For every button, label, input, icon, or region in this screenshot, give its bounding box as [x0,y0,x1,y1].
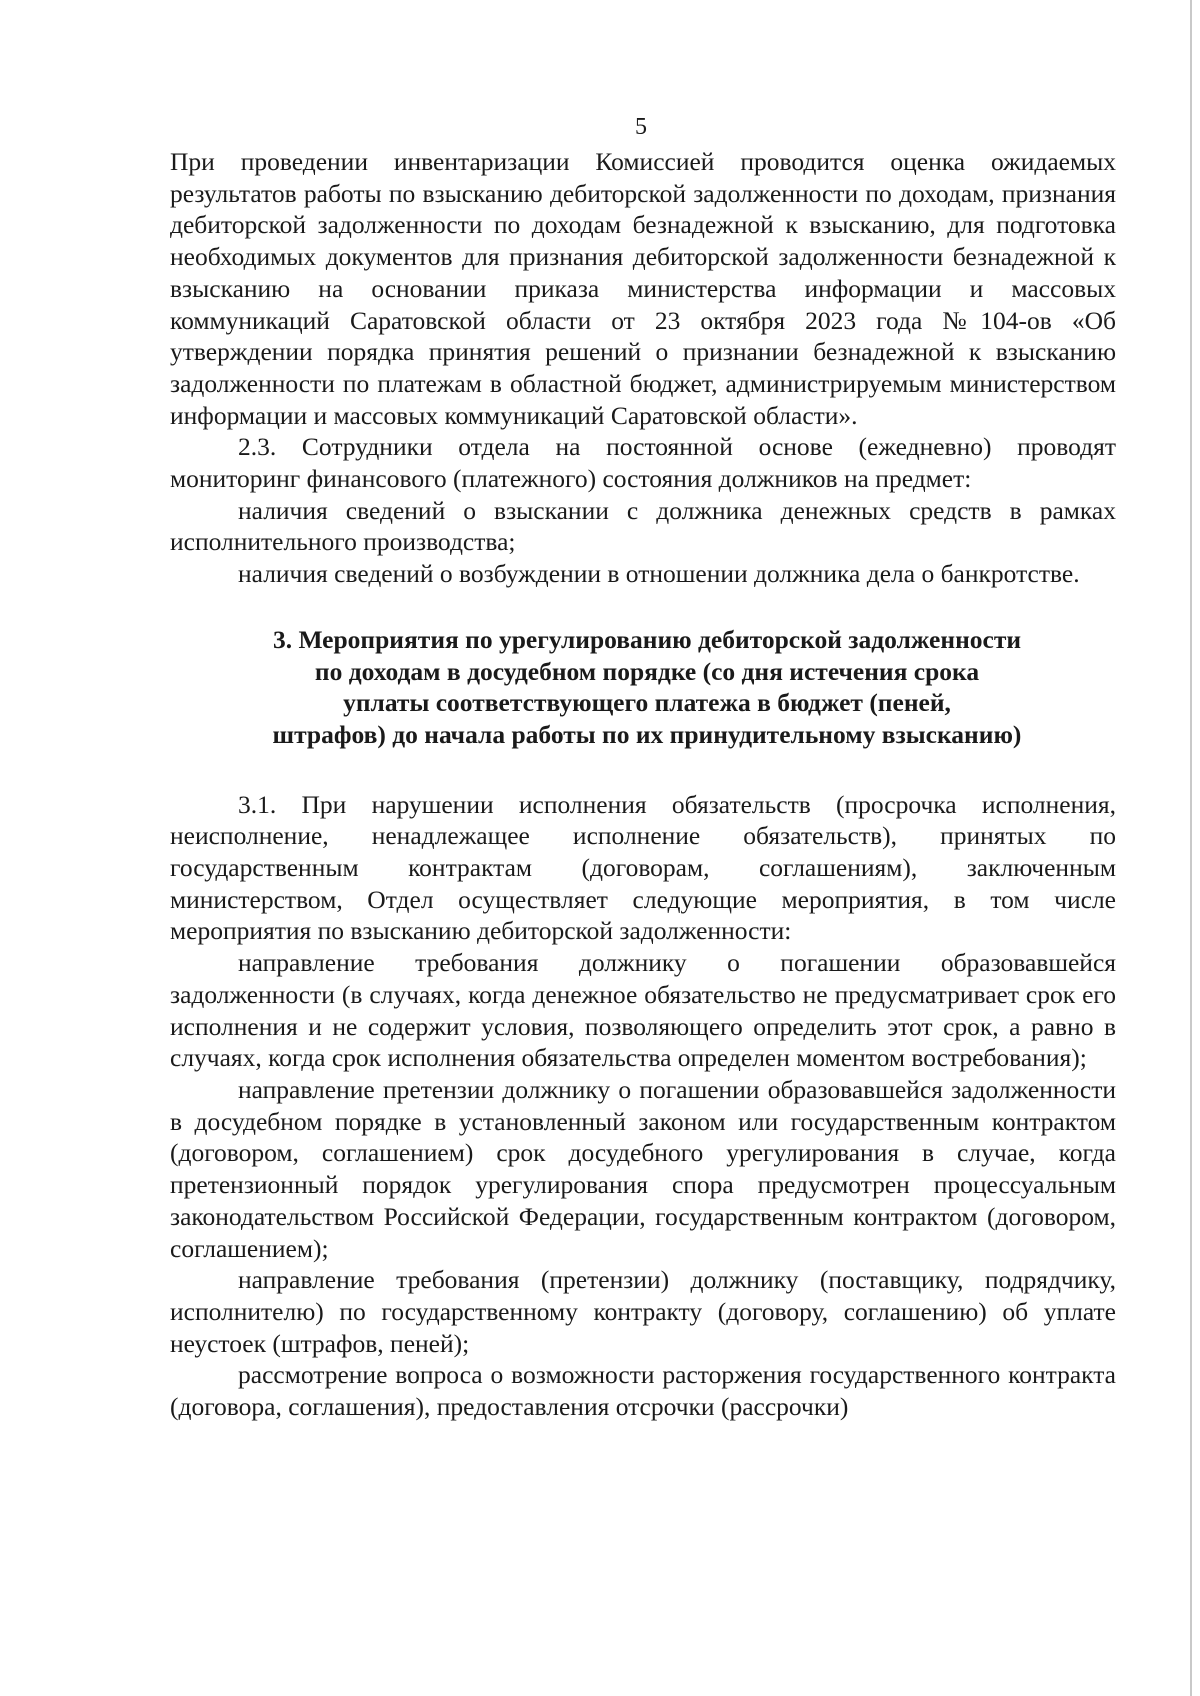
page-number: 5 [635,114,647,140]
paragraph-contract-termination: рассмотрение вопроса о возможности расторжения государственного контракта (договора, соглашения), предоставления отсрочки (рассрочки) [170,1360,1116,1422]
section-3-heading [170,590,1116,789]
section-heading-line: 3. Мероприятия по урегулированию дебиторской задолженности [272,624,1022,654]
document-body [170,146,1116,1423]
section-heading-line: по доходам в досудебном порядке (со дня истечения срока [314,656,980,686]
paragraph-demand-to-debtor: направление требования должнику о погашении образовавшейся задолженности (в случаях, когда денежное обязательство не предусматривает срок его исполнения и не содержит условия, позволяющего определить этот срок, а равно в случаях, когда срок исполнения обязательства определен моментом востребования); [170,948,1116,1073]
paragraph-enforcement-info: наличия сведений о взыскании с должника денежных средств в рамках исполнительного производства; [170,495,1116,557]
section-heading-line: уплаты соответствующего платежа в бюджет (пеней, [343,688,951,718]
paragraph-penalty-claim: направление требования (претензии) должнику (поставщику, подрядчику, исполнителю) по государственному контракту (договору, соглашению) об уплате неустоек (штрафов, пеней); [170,1265,1116,1358]
page-edge-divider [1190,0,1192,1696]
paragraph-pretrial-claim: направление претензии должнику о погашении образовавшейся задолженности в досудебном порядке в установленный законом или государственным контрактом (договором, соглашением) срок досудебного урегулирования в случае, когда претензионный порядок урегулирования спора предусмотрен процессуальным законодательством Российской Федерации, государственным контрактом (договором, соглашением); [170,1074,1116,1263]
paragraph-inventory-assessment: При проведении инвентаризации Комиссией проводится оценка ожидаемых результатов работы по взысканию дебиторской задолженности по доходам, признания дебиторской задолженности по доходам безнадежной к взысканию, для подготовка необходимых документов для признания дебиторской задолженности безнадежной к взысканию на основании приказа министерства информации и массовых коммуникаций Саратовской области от 23 октября 2023 года №104-ов «Об утверждении порядка принятия решений о признании безнадежной к взысканию задолженности по платежам в областной бюджет, администрируемым министерством информации и массовых коммуникаций Саратовской области». [170,147,1116,430]
section-heading-line: штрафов) до начала работы по их принудительному взысканию) [272,719,1022,749]
paragraph-2-3-monitoring: 2.3. Сотрудники отдела на постоянной основе (ежедневно) проводят мониторинг финансового (платежного) состояния должников на предмет: [170,432,1116,494]
paragraph-3-1-measures: 3.1. При нарушении исполнения обязательств (просрочка исполнения, неисполнение, ненадлежащее исполнение обязательств), принятых по государственным контрактам (договорам, соглашениям), заключенным министерством, Отдел осуществляет следующие мероприятия, в том числе мероприятия по взысканию дебиторской задолженности: [170,789,1116,946]
paragraph-bankruptcy-info: наличия сведений о возбуждении в отношении должника дела о банкротстве. [238,559,1080,589]
